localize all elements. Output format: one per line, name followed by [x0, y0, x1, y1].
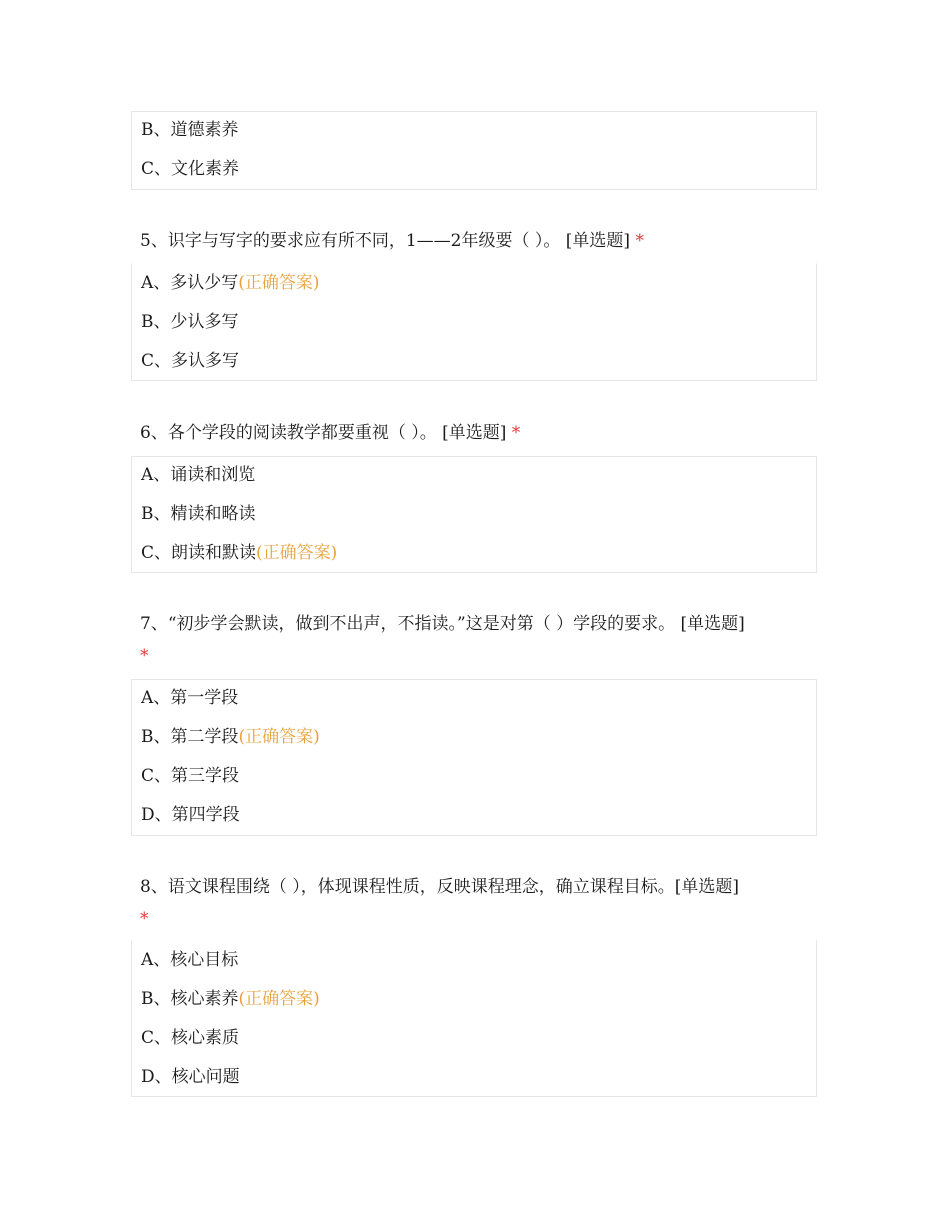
option-6b[interactable] [141, 504, 256, 524]
question-7-options [131, 679, 817, 836]
option-label: C、多认多写 [141, 351, 240, 371]
correct-answer-tag: (正确答案) [238, 727, 320, 747]
question-5-options [131, 263, 817, 381]
option-label: B、第二学段 [141, 727, 239, 747]
required-star: * [140, 646, 149, 666]
option-5b[interactable] [141, 312, 239, 332]
question-6-title [140, 422, 520, 444]
question-6-options [131, 456, 817, 573]
option-label: D、核心问题 [141, 1067, 240, 1087]
correct-answer-tag: (正确答案) [238, 273, 320, 293]
question-7-title [140, 613, 745, 635]
option-label: C、第三学段 [141, 766, 240, 786]
option-label: A、诵读和浏览 [141, 465, 256, 485]
option-label: C、文化素养 [141, 159, 240, 179]
question-8-star-line [140, 909, 149, 929]
option-8a[interactable] [141, 950, 238, 970]
question-text: 7、“初步学会默读，做到不出声，不指读。”这是对第（ ）学段的要求。 [单选题] [140, 614, 745, 634]
option-8d[interactable] [141, 1067, 240, 1087]
option-label: A、多认少写 [141, 273, 239, 293]
option-label: D、第四学段 [141, 805, 240, 825]
option-7a[interactable] [141, 688, 238, 708]
correct-answer-tag: (正确答案) [238, 989, 320, 1009]
question-text: 5、识字与写字的要求应有所不同，1——2年级要（ ）。 [单选题] [140, 231, 631, 251]
option-7c[interactable] [141, 766, 239, 786]
option-label: A、核心目标 [141, 950, 239, 970]
required-star: * [140, 909, 149, 929]
option-label: B、精读和略读 [141, 504, 256, 524]
option-5c[interactable] [141, 351, 239, 371]
question-8-options [131, 940, 817, 1097]
question-7-star-line [140, 646, 149, 666]
option-6c[interactable] [141, 543, 337, 563]
required-star: * [511, 423, 521, 443]
option-8c[interactable] [141, 1028, 239, 1048]
option-5a[interactable] [141, 273, 320, 293]
option-label: C、朗读和默读 [141, 543, 257, 563]
option-8b[interactable] [141, 989, 320, 1009]
question-5-title [140, 230, 644, 252]
option-4c[interactable] [141, 159, 239, 179]
correct-answer-tag: (正确答案) [256, 543, 338, 563]
question-8-title [140, 876, 739, 898]
option-label: A、第一学段 [141, 688, 239, 708]
option-label: B、道德素养 [141, 120, 239, 140]
option-7d[interactable] [141, 805, 240, 825]
question-text: 8、语文课程围绕（ ），体现课程性质，反映课程理念，确立课程目标。[单选题] [140, 877, 739, 897]
question-text: 6、各个学段的阅读教学都要重视（ ）。 [单选题] [140, 423, 507, 443]
required-star: * [635, 231, 644, 251]
option-label: B、核心素养 [141, 989, 239, 1009]
option-4b[interactable] [141, 120, 239, 140]
option-7b[interactable] [141, 727, 320, 747]
question-4-options [131, 111, 817, 190]
option-6a[interactable] [141, 465, 255, 485]
option-label: B、少认多写 [141, 312, 239, 332]
option-label: C、核心素质 [141, 1028, 240, 1048]
